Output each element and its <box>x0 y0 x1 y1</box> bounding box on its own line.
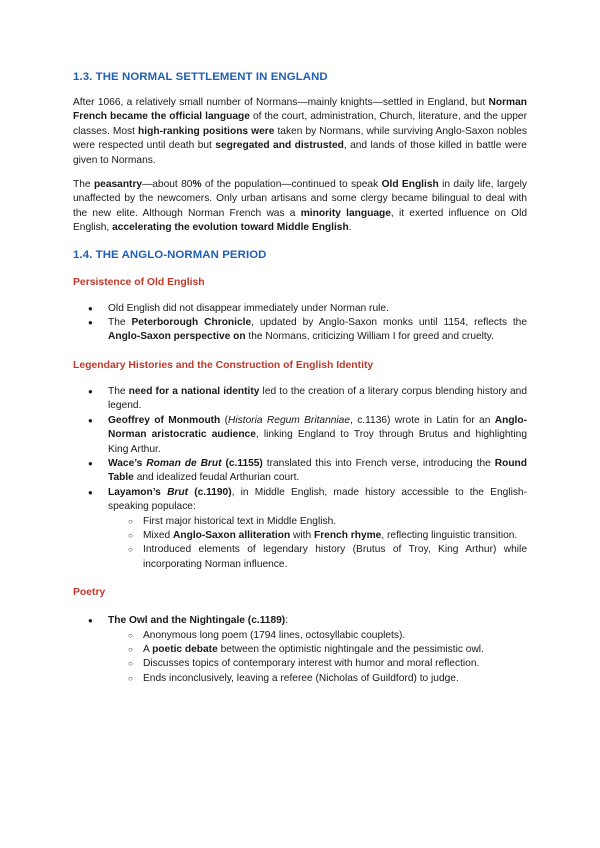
sub-list-item: ○ A poetic debate between the optimistic nightingale and the pessimistic owl. <box>108 643 527 657</box>
list-item: ● The need for a national identity led to the creation of a literary corpus blending history and legend. <box>73 385 527 414</box>
layamon-sublist <box>108 515 527 573</box>
section-heading-1-4: 1.4. THE ANGLO-NORMAN PERIOD <box>73 248 267 261</box>
legendary-list <box>73 385 527 572</box>
sub-list-item: ○ Ends inconclusively, leaving a referee (Nicholas of Guildford) to judge. <box>108 672 527 686</box>
paragraph-norman-french: After 1066, a relatively small number of Normans—mainly knights—settled in England, but Norman French became the official language of the court, administration, Church, literature, and the upper classes. Most high-ranking positions were taken by Normans, while surviving Anglo-Saxon nobles were respected until death but segregated and distrusted, and lands of those killed in battle were given to Normans. <box>73 97 527 166</box>
list-item: ● Old English did not disappear immediately under Norman rule. <box>73 302 527 316</box>
poetry-list <box>73 614 527 686</box>
subheading-persistence: Persistence of Old English <box>73 276 205 288</box>
owl-nightingale-sublist <box>108 629 527 687</box>
section-heading-1-3: 1.3. THE NORMAL SETTLEMENT IN ENGLAND <box>73 71 328 83</box>
sub-list-item: ○ Introduced elements of legendary history (Brutus of Troy, King Arthur) while incorporating Norman influence. <box>108 543 527 572</box>
list-item-text: The Owl and the Nightingale (c.1189): <box>108 615 289 627</box>
sub-list-item: ○ Anonymous long poem (1794 lines, octosyllabic couplets). <box>108 629 527 643</box>
list-item: ● The Peterborough Chronicle, updated by Anglo-Saxon monks until 1154, reflects the Anglo-Saxon perspective on the Normans, criticizing William I for greed and cruelty. <box>73 316 527 345</box>
subheading-legendary-histories: Legendary Histories and the Construction of English Identity <box>73 359 374 371</box>
list-item-text: Layamon’s Brut (c.1190), in Middle English, made history accessible to the English-speaking populace: <box>108 486 527 513</box>
sub-list-item: ○ Discusses topics of contemporary interest with humor and moral reflection. <box>108 657 527 671</box>
sub-list-item: ○ Mixed Anglo-Saxon alliteration with French rhyme, reflecting linguistic transition. <box>108 529 527 543</box>
subheading-poetry: Poetry <box>73 587 106 599</box>
sub-list-item: ○ First major historical text in Middle English. <box>108 515 527 529</box>
paragraph-peasantry: The peasantry—about 80% of the population—continued to speak Old English in daily life, largely unaffected by the newcomers. Only urban artisans and some clergy became bilingual to deal with the new elite. Although Norman French was a minority language, it exerted influence on Old English, accelerating the evolution toward Middle English. <box>73 179 527 234</box>
list-item <box>73 486 527 572</box>
persistence-list <box>73 302 527 345</box>
list-item <box>73 614 527 686</box>
list-item: ● Wace’s Roman de Brut (c.1155) translated this into French verse, introducing the Round Table and idealized feudal Arthurian court. <box>73 457 527 486</box>
list-item: ● Geoffrey of Monmouth (Historia Regum Britanniae, c.1136) wrote in Latin for an Anglo-Norman aristocratic audience, linking England to Troy through Brutus and highlighting King Arthur. <box>73 414 527 457</box>
